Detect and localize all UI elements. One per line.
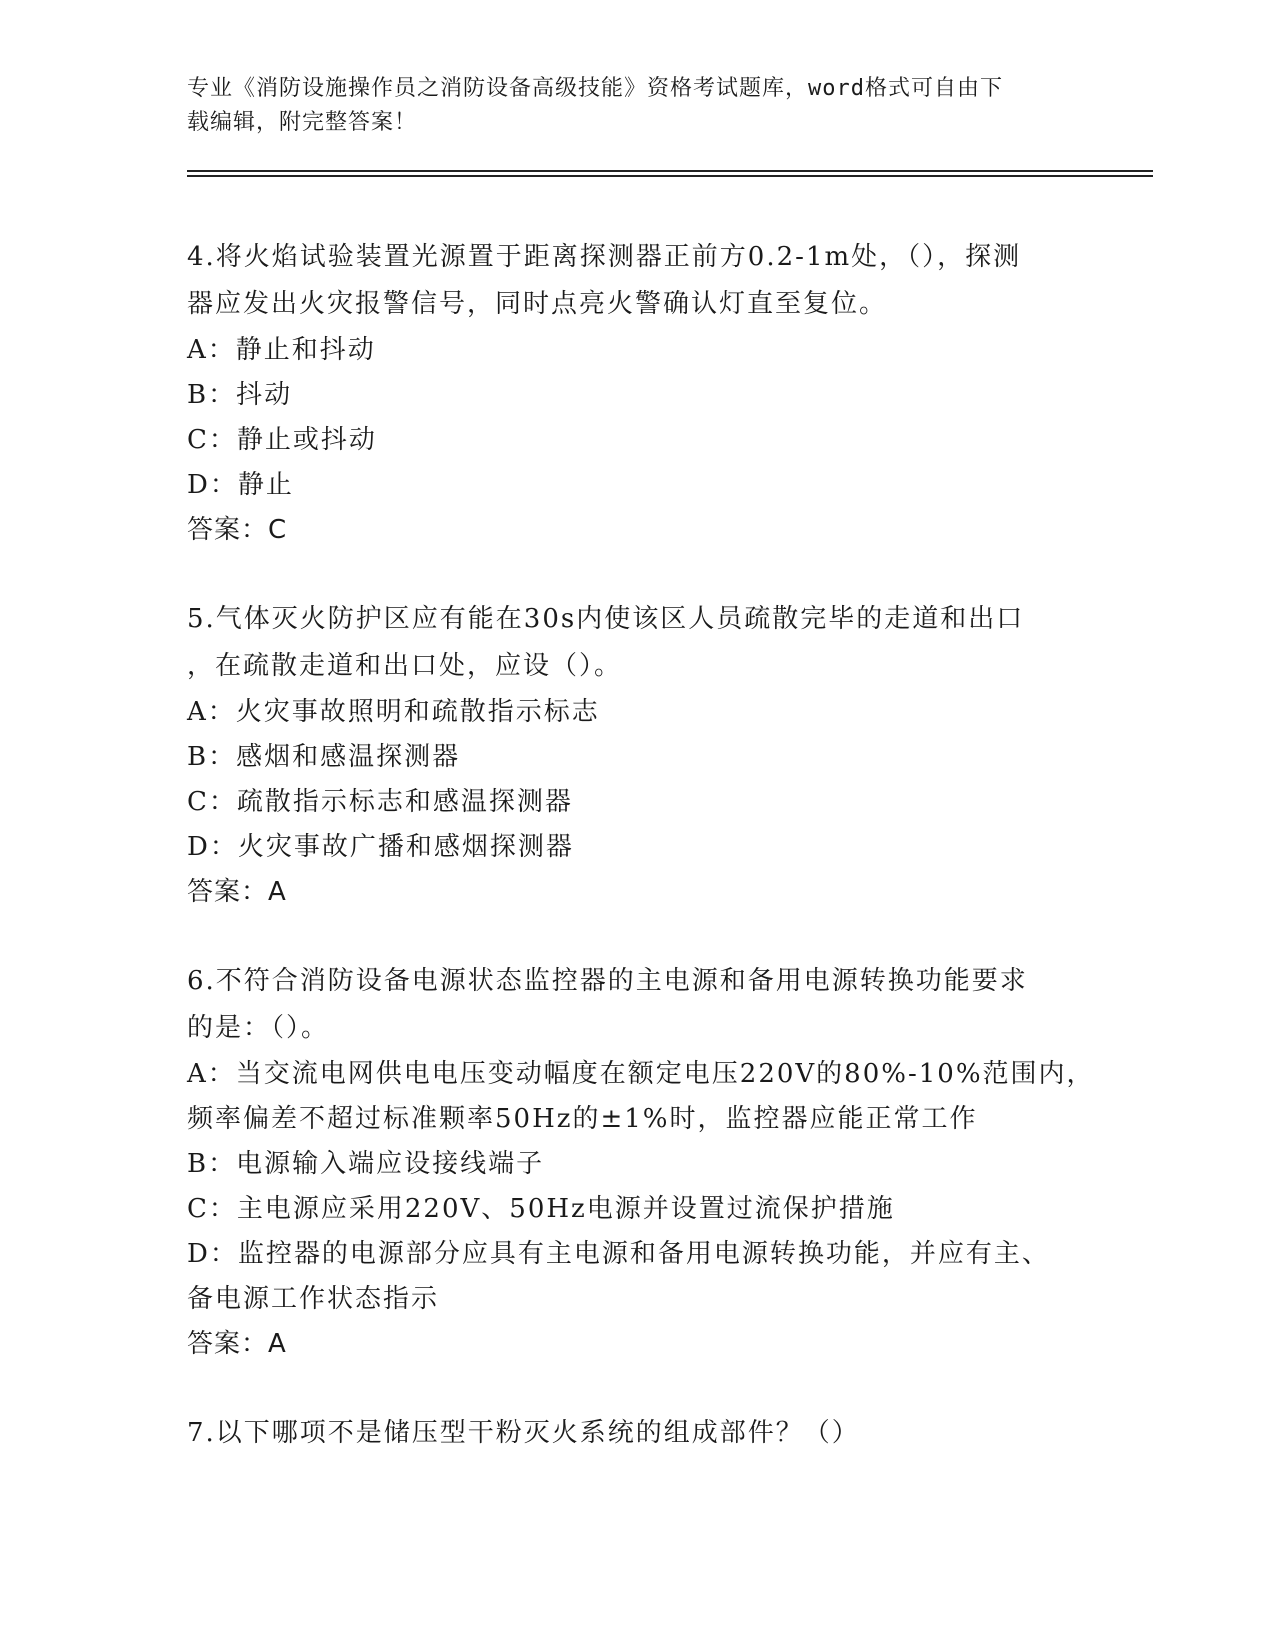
option-a: A：静止和抖动 — [187, 335, 376, 365]
header-divider-bottom — [187, 175, 1153, 177]
question-7 — [187, 1410, 1107, 1457]
answer-line: 答案：A — [187, 1329, 287, 1359]
option-d: D：火灾事故广播和感烟探测器 — [187, 832, 574, 862]
question-list — [187, 234, 1107, 1500]
option-c: C：疏散指示标志和感温探测器 — [187, 787, 573, 817]
answer-line: 答案：C — [187, 515, 288, 545]
option-d-continued: 备电源工作状态指示 — [187, 1284, 440, 1314]
question-6 — [187, 958, 1107, 1367]
header-divider-top — [187, 170, 1153, 172]
option-d: D：静止 — [187, 470, 294, 500]
question-stem-line: 5.气体灭火防护区应有能在30s内使该区人员疏散完毕的走道和出口 — [187, 604, 1025, 634]
answer-line: 答案：A — [187, 877, 287, 907]
option-c: C：主电源应采用220V、50Hz电源并设置过流保护措施 — [187, 1194, 895, 1224]
question-stem-line: 的是：（）。 — [187, 1013, 330, 1043]
header-line-1: 专业《消防设施操作员之消防设备高级技能》资格考试题库，word格式可自由下 — [187, 76, 1003, 101]
question-4 — [187, 234, 1107, 553]
question-stem-line: 4.将火焰试验装置光源置于距离探测器正前方0.2-1m处，（），探测 — [187, 242, 1022, 272]
option-b: B：电源输入端应设接线端子 — [187, 1149, 545, 1179]
question-stem-line: 7.以下哪项不是储压型干粉灭火系统的组成部件？（） — [187, 1418, 860, 1448]
option-a: A：火灾事故照明和疏散指示标志 — [187, 697, 600, 727]
question-stem-line: ，在疏散走道和出口处，应设（）。 — [187, 651, 623, 681]
option-b: B：感烟和感温探测器 — [187, 742, 461, 772]
question-5 — [187, 596, 1107, 915]
option-c: C：静止或抖动 — [187, 425, 377, 455]
header-line-2: 载编辑，附完整答案！ — [187, 110, 418, 135]
option-b: B：抖动 — [187, 380, 293, 410]
question-stem-line: 6.不符合消防设备电源状态监控器的主电源和备用电源转换功能要求 — [187, 966, 1028, 996]
question-stem-line: 器应发出火灾报警信号，同时点亮火警确认灯直至复位。 — [187, 289, 888, 319]
option-a-continued: 频率偏差不超过标准颗率50Hz的±1%时，监控器应能正常工作 — [187, 1104, 978, 1134]
option-d: D：监控器的电源部分应具有主电源和备用电源转换功能，并应有主、 — [187, 1239, 1050, 1269]
option-a: A：当交流电网供电电压变动幅度在额定电压220V的80%-10%范围内， — [187, 1059, 1095, 1089]
document-header — [187, 72, 1087, 140]
